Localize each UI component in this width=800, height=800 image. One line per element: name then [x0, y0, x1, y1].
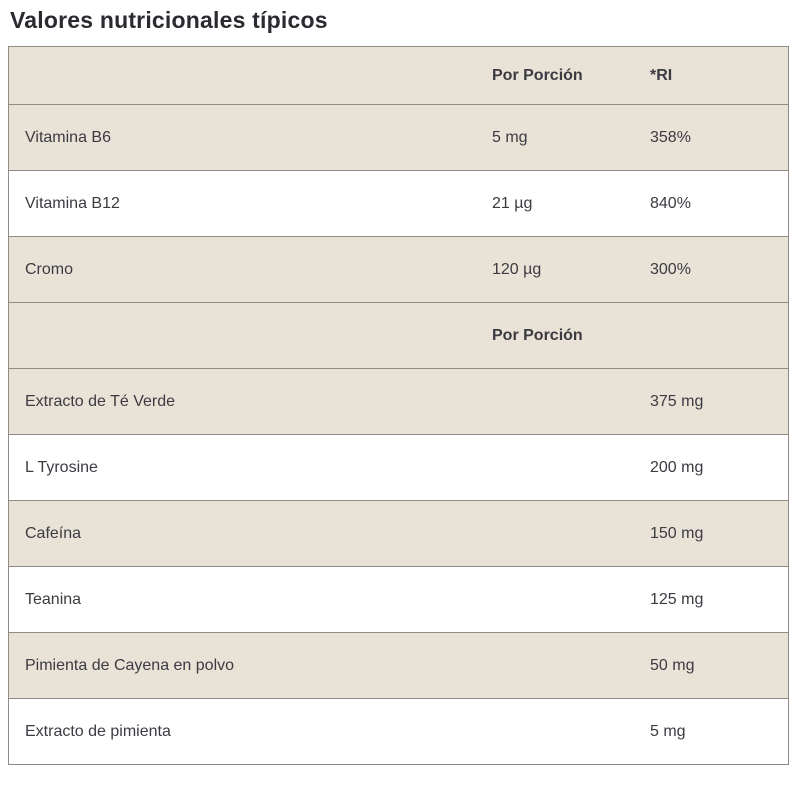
column-header-por-porcion: Por Porción	[492, 66, 583, 84]
table-row-pimienta-cayena	[9, 632, 788, 698]
row-value-amount: 150 mg	[650, 524, 704, 542]
row-label: L Tyrosine	[25, 458, 98, 476]
row-value-per-serving: 120 µg	[492, 260, 542, 278]
row-label: Extracto de pimienta	[25, 722, 171, 740]
table-row-l-tyrosine	[9, 434, 788, 500]
row-value-amount: 50 mg	[650, 656, 695, 674]
column-header-ri: *RI	[650, 66, 673, 84]
column-header-por-porcion-2: Por Porción	[492, 326, 583, 344]
row-label: Pimienta de Cayena en polvo	[25, 656, 235, 674]
table-header-row-1	[9, 47, 788, 104]
table-row-cafeina	[9, 500, 788, 566]
table-row-teanina	[9, 566, 788, 632]
row-value-amount: 375 mg	[650, 392, 704, 410]
row-label: Vitamina B6	[25, 128, 111, 146]
row-value-per-serving: 5 mg	[492, 128, 528, 146]
table-row-vitamina-b6	[9, 104, 788, 170]
nutrition-table	[8, 46, 789, 765]
row-label: Cafeína	[25, 524, 82, 542]
row-value-per-serving: 21 µg	[492, 194, 533, 212]
table-row-extracto-pimienta	[9, 698, 788, 764]
row-value-amount: 125 mg	[650, 590, 704, 608]
table-row-vitamina-b12	[9, 170, 788, 236]
row-label: Cromo	[25, 260, 74, 278]
row-value-ri: 840%	[650, 194, 691, 212]
row-label: Extracto de Té Verde	[25, 392, 176, 410]
table-row-cromo	[9, 236, 788, 302]
row-value-ri: 300%	[650, 260, 691, 278]
row-label: Vitamina B12	[25, 194, 120, 212]
table-header-row-2	[9, 302, 788, 368]
page-title-text: Valores nutricionales típicos	[10, 7, 328, 33]
row-value-ri: 358%	[650, 128, 691, 146]
page-title	[10, 7, 350, 33]
row-value-amount: 5 mg	[650, 722, 686, 740]
row-label: Teanina	[25, 590, 82, 608]
table-row-extracto-te-verde	[9, 368, 788, 434]
row-value-amount: 200 mg	[650, 458, 704, 476]
